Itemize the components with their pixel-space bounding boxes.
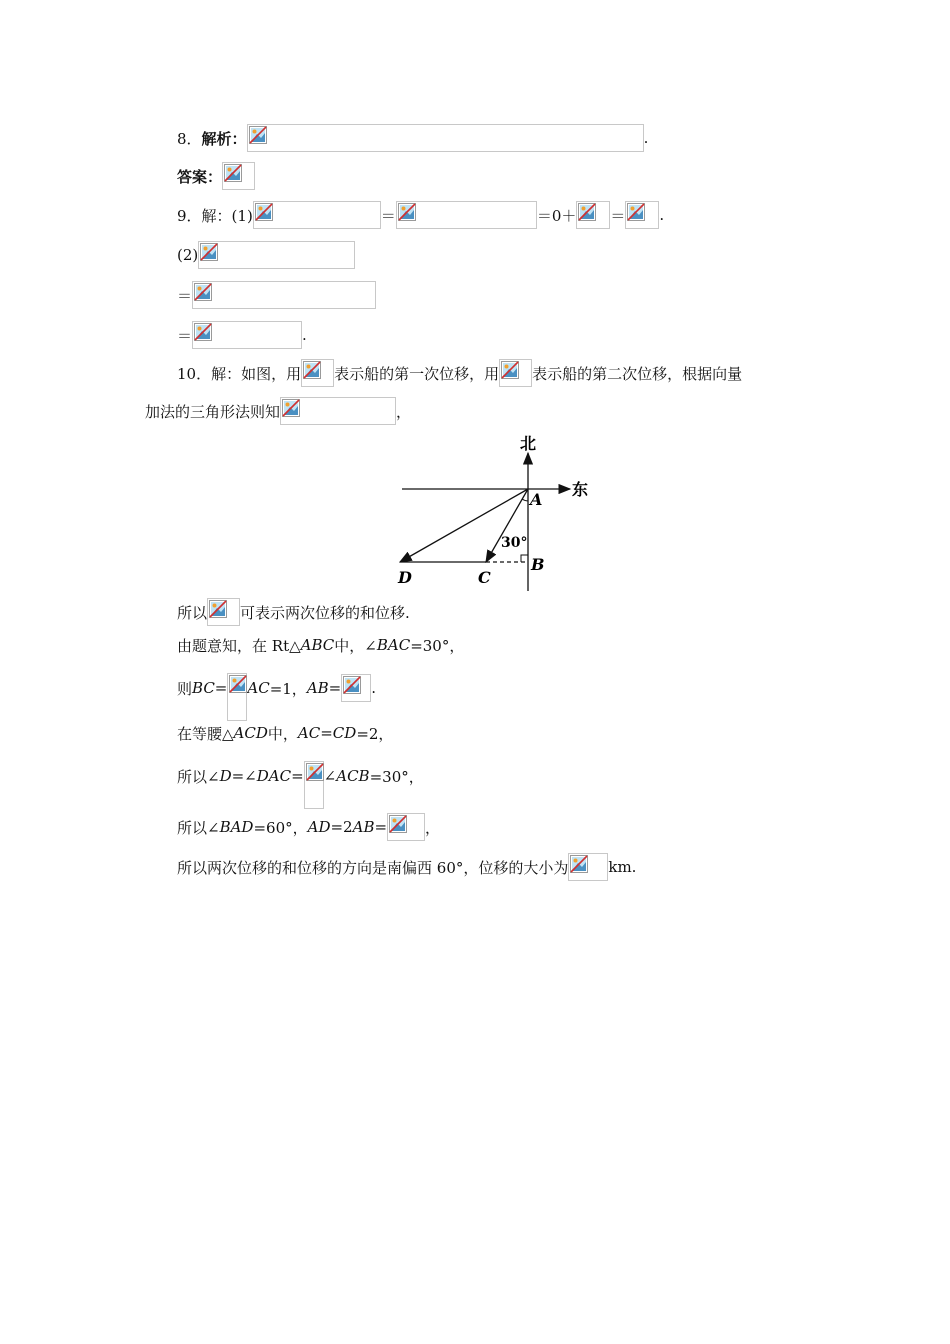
q10-s6a: 所以∠ — [177, 818, 220, 837]
answer-heading: 答案： — [177, 167, 223, 186]
q10-s2d: BAC — [376, 636, 411, 654]
q10-text2: 表示船的第二次位移，根据向量 — [532, 364, 743, 383]
displacement-diagram — [400, 433, 620, 593]
q10-s5b: D — [219, 767, 232, 785]
q10-s4a: 在等腰△ — [177, 724, 234, 743]
q10-text1: 表示船的第一次位移，用 — [334, 364, 500, 383]
q10-s7b: km. — [608, 858, 637, 876]
equals-zero-plus: ＝0＋ — [536, 206, 577, 225]
q10-s2b: ABC — [300, 636, 335, 654]
q9-part2: (2) — [177, 246, 199, 264]
vector-ac — [486, 489, 528, 562]
q10-s3g: = — [328, 679, 342, 697]
q10-text3: 加法的三角形法则知 — [145, 402, 281, 421]
q10-text3-tail: ， — [396, 402, 412, 421]
broken-image-icon — [207, 598, 240, 626]
q8-heading: 解析： — [201, 129, 247, 148]
label-north: 北 — [520, 434, 537, 453]
label-angle: 30° — [501, 535, 528, 551]
q10-s3b: BC — [192, 679, 215, 697]
q10-s6e: =2 — [330, 818, 353, 836]
q10-s4d: AC — [297, 724, 321, 742]
q10-s5e: = — [291, 767, 304, 785]
broken-image-icon — [222, 162, 255, 190]
broken-image-icon — [301, 359, 334, 387]
q10-s2a: 由题意知，在 Rt△ — [177, 636, 301, 655]
q10-line2 — [145, 396, 411, 426]
q10-line8 — [177, 812, 440, 842]
q10-s4f: CD — [332, 724, 357, 742]
q10-s7a: 所以两次位移的和位移的方向是南偏西 60°，位移的大小为 — [177, 858, 569, 877]
q10-s1b: 可表示两次位移的和位移. — [240, 603, 410, 622]
q10-line7 — [177, 761, 424, 791]
q10-s4b: ACD — [233, 724, 268, 742]
broken-image-icon — [253, 201, 381, 229]
broken-image-icon — [198, 241, 355, 269]
broken-image-icon — [280, 397, 396, 425]
q9-line4 — [177, 320, 307, 350]
q10-s5h: =30°， — [369, 767, 424, 786]
q10-s6c: =60°， — [253, 818, 308, 837]
q9-tail: . — [659, 206, 665, 224]
q10-s5c: =∠ — [231, 767, 257, 785]
q10-s2c: 中，∠ — [334, 636, 377, 655]
q10-label: 10．解：如图，用 — [177, 364, 302, 383]
broken-image-icon — [247, 124, 644, 152]
label-c: C — [478, 568, 491, 587]
broken-image-icon — [625, 201, 659, 229]
equals: ＝ — [610, 206, 626, 225]
q10-s6f: AB — [352, 818, 375, 836]
q9-label: 9．解：(1) — [177, 206, 253, 225]
q8-tail: . — [643, 129, 649, 147]
q10-s5a: 所以∠ — [177, 767, 220, 786]
broken-image-icon — [192, 281, 376, 309]
q10-s4c: 中， — [267, 724, 298, 743]
q10-s3a: 则 — [177, 679, 193, 698]
label-a: A — [530, 490, 543, 509]
broken-image-icon — [396, 201, 537, 229]
q10-s2e: =30°， — [410, 636, 465, 655]
q10-s3c: = — [214, 679, 228, 697]
q10-s3h: . — [371, 679, 377, 697]
q10-s6g: = — [374, 818, 388, 836]
equals: ＝ — [380, 206, 396, 225]
equals: ＝ — [177, 286, 193, 305]
q10-s5g: ACB — [336, 767, 370, 785]
label-east: 东 — [572, 480, 589, 499]
q9-tail2: . — [302, 326, 307, 344]
broken-image-icon — [568, 853, 608, 881]
q10-s1a: 所以 — [177, 603, 208, 622]
q8-line — [177, 123, 648, 153]
q10-s5d: DAC — [256, 767, 292, 785]
q8-answer-line — [177, 161, 255, 191]
q9-line3 — [177, 280, 376, 310]
q10-line9 — [177, 852, 636, 882]
broken-image-icon — [192, 321, 302, 349]
q10-s4g: =2， — [356, 724, 394, 743]
broken-image-icon — [499, 359, 532, 387]
broken-image-icon — [227, 673, 247, 721]
q10-s6b: BAD — [219, 818, 254, 836]
q10-s5f: ∠ — [323, 767, 337, 785]
equals: ＝ — [177, 326, 193, 345]
q10-s4e: = — [320, 724, 333, 742]
q10-s3f: AB — [306, 679, 329, 697]
broken-image-icon — [387, 813, 425, 841]
q10-line1 — [177, 358, 742, 388]
q10-line4 — [177, 630, 464, 660]
q8-label: 8． — [177, 129, 202, 148]
q9-line1 — [177, 200, 664, 230]
q10-s6d: AD — [307, 818, 331, 836]
q9-line2 — [177, 240, 355, 270]
q10-s3d: AC — [247, 679, 270, 697]
q10-line6 — [177, 718, 393, 748]
vector-ad — [400, 489, 528, 562]
label-d: D — [398, 568, 412, 587]
angle-arc — [522, 499, 528, 501]
q10-line3 — [177, 597, 410, 627]
right-angle-mark — [521, 555, 528, 562]
q10-s3e: =1， — [269, 679, 307, 698]
broken-image-icon — [341, 674, 371, 702]
broken-image-icon — [576, 201, 610, 229]
broken-image-icon — [304, 761, 324, 809]
q10-line5 — [177, 673, 376, 703]
q10-s6h: ， — [425, 818, 441, 837]
label-b: B — [531, 555, 545, 574]
